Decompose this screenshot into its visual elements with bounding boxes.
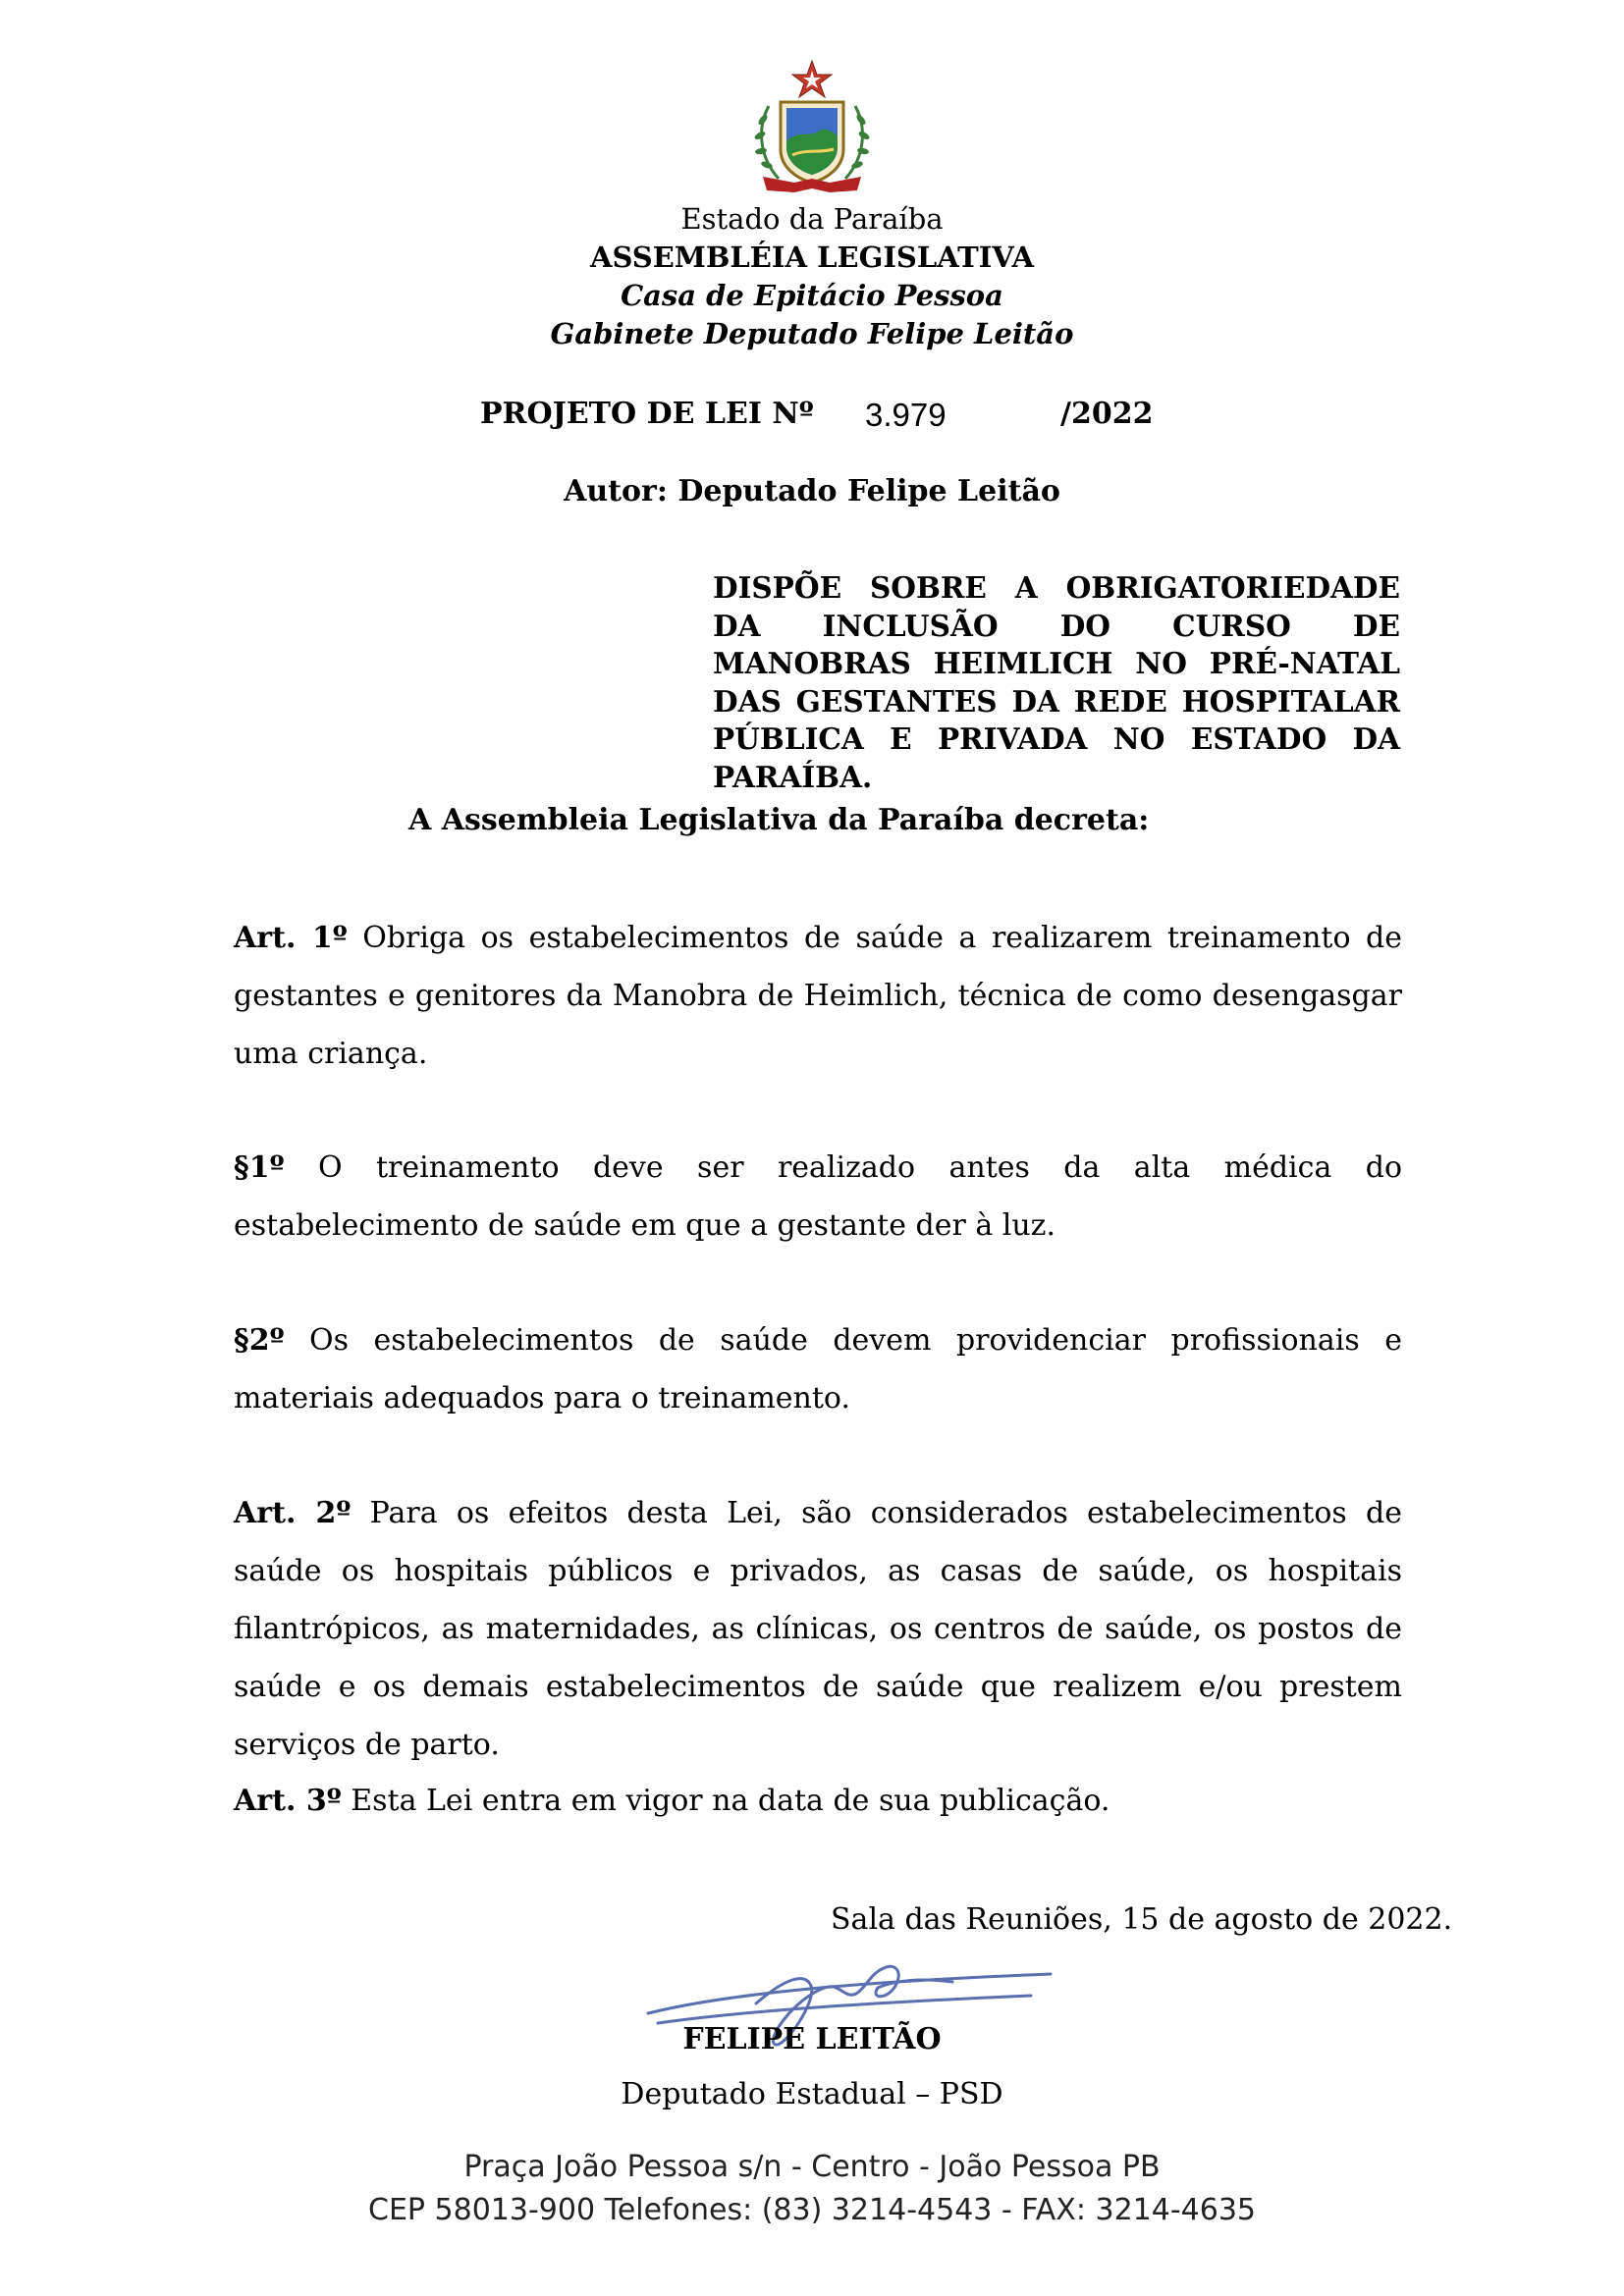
signer-role: Deputado Estadual – PSD bbox=[621, 2077, 1003, 2111]
bill-summary: DISPÕE SOBRE A OBRIGATORIEDADE DA INCLUSÃO DO CURSO DE MANOBRAS HEIMLICH NO PRÉ-NATAL DAS GESTANTES DA REDE HOSPITALAR PÚBLICA E PRIVADA NO ESTADO DA PARAÍBA. bbox=[713, 570, 1400, 794]
state-name: Estado da Paraíba bbox=[680, 202, 944, 236]
bill-author: Autor: Deputado Felipe Leitão bbox=[564, 474, 1060, 508]
article-3 bbox=[234, 1772, 1402, 1830]
article-2 bbox=[234, 1484, 1402, 1774]
bill-label: PROJETO DE LEI Nº bbox=[480, 397, 814, 431]
footer-phones: CEP 58013-900 Telefones: (83) 3214-4543 - FAX: 3214-4635 bbox=[368, 2193, 1256, 2227]
article-label: Art. 3º bbox=[234, 1784, 342, 1818]
article-text: Para os efeitos desta Lei, são considerados estabelecimentos de saúde os hospitais públicos e privados, as casas de saúde, os hospitais filantrópicos, as maternidades, as clínicas, os centros de saúde, os postos de saúde e os demais estabelecimentos de saúde que realizem e/ou prestem serviços de parto. bbox=[234, 1496, 1403, 1762]
assembly-name: ASSEMBLÉIA LEGISLATIVA bbox=[589, 240, 1035, 274]
article-label: Art. 2º bbox=[234, 1496, 352, 1530]
state-coat-of-arms-icon bbox=[749, 59, 875, 196]
footer-address: Praça João Pessoa s/n - Centro - João Pessoa PB bbox=[463, 2150, 1161, 2184]
house-name: Casa de Epitácio Pessoa bbox=[621, 279, 1003, 312]
article-text: Obriga os estabelecimentos de saúde a realizarem treinamento de gestantes e genitores da Manobra de Heimlich, técnica de como desengasgar uma criança. bbox=[234, 921, 1402, 1071]
article-text: O treinamento deve ser realizado antes da alta médica do estabelecimento de saúde em que a gestante der à luz. bbox=[234, 1150, 1402, 1243]
paragraph-2 bbox=[234, 1311, 1402, 1427]
article-text: Os estabelecimentos de saúde devem providenciar profissionais e materiais adequados para o treinamento. bbox=[234, 1323, 1402, 1415]
signer-name: FELIPE LEITÃO bbox=[682, 2022, 942, 2056]
paragraph-1 bbox=[234, 1139, 1402, 1255]
article-label: §2º bbox=[234, 1323, 285, 1358]
bill-year: /2022 bbox=[1060, 397, 1154, 431]
closing-date: Sala das Reuniões, 15 de agosto de 2022. bbox=[831, 1902, 1453, 1937]
article-label: §1º bbox=[234, 1150, 285, 1185]
cabinet-name: Gabinete Deputado Felipe Leitão bbox=[550, 317, 1074, 350]
decree-statement: A Assembleia Legislativa da Paraíba decreta: bbox=[408, 803, 1150, 837]
article-label: Art. 1º bbox=[234, 921, 348, 955]
article-1 bbox=[234, 909, 1402, 1083]
article-text: Esta Lei entra em vigor na data de sua publicação. bbox=[341, 1784, 1110, 1818]
bill-number: 3.979 bbox=[865, 397, 947, 433]
